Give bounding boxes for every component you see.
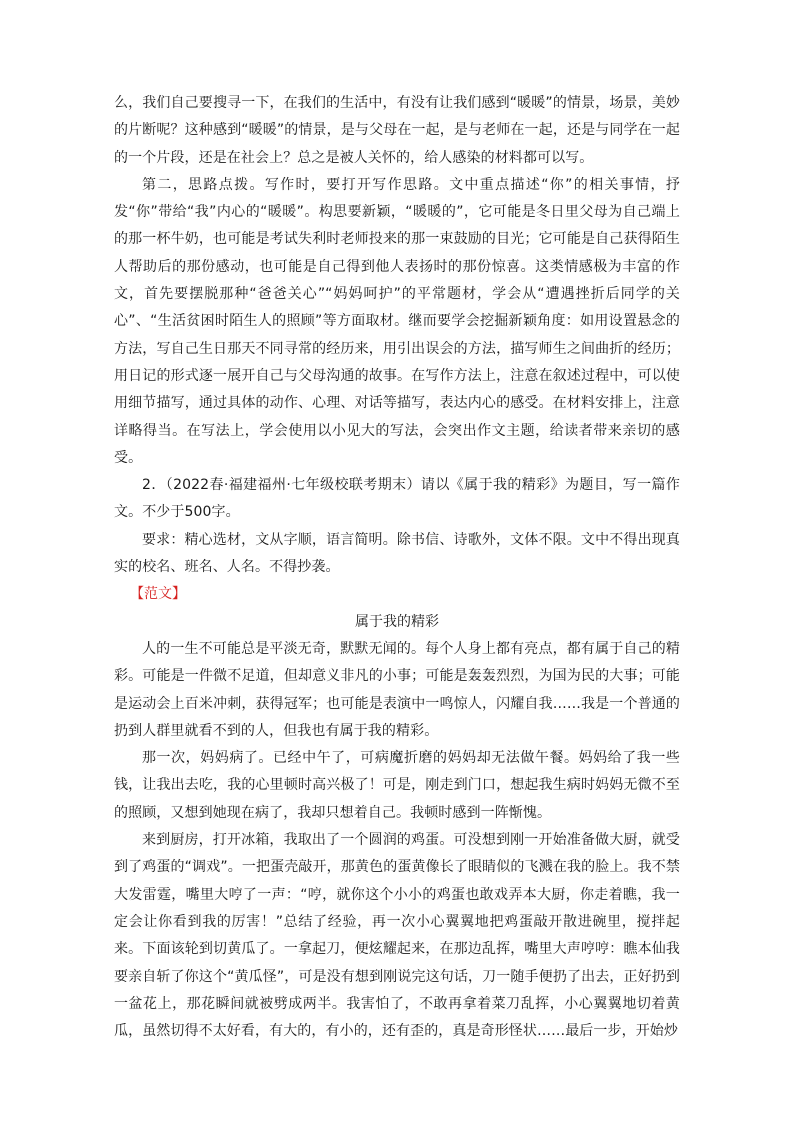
essay-paragraph: 人的一生不可能总是平淡无奇，默默无闻的。每个人身上都有亮点，都有属于自己的精彩。可能是一件微不足道，但却意义非凡的小事；可能是轰轰烈烈，为国为民的大事；可能是运动会上百米冲刺，获得冠军；也可能是表演中一鸣惊人，闪耀自我……我是一个普通的扔到人群里就看不到的人，但我也有属于我的精彩。 [114, 640, 680, 739]
essay-paragraph: 那一次，妈妈病了。已经中午了，可病魔折磨的妈妈却无法做午餐。妈妈给了我一些钱，让我出去吃，我的心里顿时高兴极了！可是，刚走到门口，想起我生病时妈妈无微不至的照顾，又想到她现在病了，我却只想着自己。我顿时感到一阵惭愧。 [114, 750, 680, 821]
paragraph-intro-continuation: 么，我们自己要搜寻一下，在我们的生活中，有没有让我们感到“暖暖”的情景，场景，美妙的片断呢？这种感到“暖暖”的情景，是与父母在一起，是与老师在一起，还是与同学在一起的一个片段，还是在社会上？总之是被人关怀的，给人感染的材料都可以写。 [114, 95, 680, 166]
paragraph-writing-approach: 第二，思路点拨。写作时，要打开写作思路。文中重点描述“你”的相关事情，抒发“你”带给“我”内心的“暖暖”。构思要新颖，“暖暖的”，它可能是冬日里父母为自己端上的那一杯牛奶，也可能是考试失利时老师投来的那一束鼓励的目光；它可能是自己获得陌生人帮助后的那份感动，也可能是自己得到他人表扬时的那份惊喜。这类情感极为丰富的作文，首先要摆脱那种“爸爸关心”“妈妈呵护”的平常题材，学会从“遭遇挫折后同学的关心”、“生活贫困时陌生人的照顾”等方面取材。继而要学会挖掘新颖角度：如用设置悬念的方法，写自己生日那天不同寻常的经历来，用引出误会的方法，描写师生之间曲折的经历；用日记的形式逐一展开自己与父母沟通的故事。在写作方法上，注意在叙述过程中，可以使用细节描写，通过具体的动作、心理、对话等描写，表达内心的感受。在材料安排上，注意详略得当。在写法上，学会使用以小见大的写法，会突出作文主题，给读者带来亲切的感受。 [114, 176, 680, 466]
sample-essay-label: 【范文】 [130, 586, 186, 603]
essay-title: 属于我的精彩 [355, 613, 439, 630]
document-page [114, 90, 680, 1045]
essay-paragraph: 来到厨房，打开冰箱，我取出了一个圆润的鸡蛋。可没想到刚一开始准备做大厨，就受到了鸡蛋的“调戏”。一把蛋壳敲开，那黄色的蛋黄像长了眼睛似的飞溅在我的脸上。我不禁大发雷霆，嘴里大哼了一声：“哼，就你这个小小的鸡蛋也敢戏弄本大厨，你走着瞧，我一定会让你看到我的厉害！”总结了经验，再一次小心翼翼地把鸡蛋敲开散进碗里，搅拌起来。下面该轮到切黄瓜了。一拿起刀，便炫耀起来，在那边乱挥，嘴里大声哼哼：瞧本仙我要亲自斩了你这个“黄瓜怪”，可是没有想到刚说完这句话，刀一随手便扔了出去，正好扔到一盆花上，那花瞬间就被劈成两半。我害怕了，不敢再拿着菜刀乱挥，小心翼翼地切着黄瓜，虽然切得不太好看，有大的，有小的，还有歪的，真是奇形怪状……最后一步，开始炒 [114, 832, 680, 1040]
question-prompt: 2．（2022春·福建福州·七年级校联考期末）请以《属于我的精彩》为题目，写一篇作文。不少于500字。 [114, 477, 680, 521]
question-requirements: 要求：精心选材，文从字顺，语言简明。除书信、诗歌外，文体不限。文中不得出现真实的校名、班名、人名。不得抄袭。 [114, 531, 680, 576]
